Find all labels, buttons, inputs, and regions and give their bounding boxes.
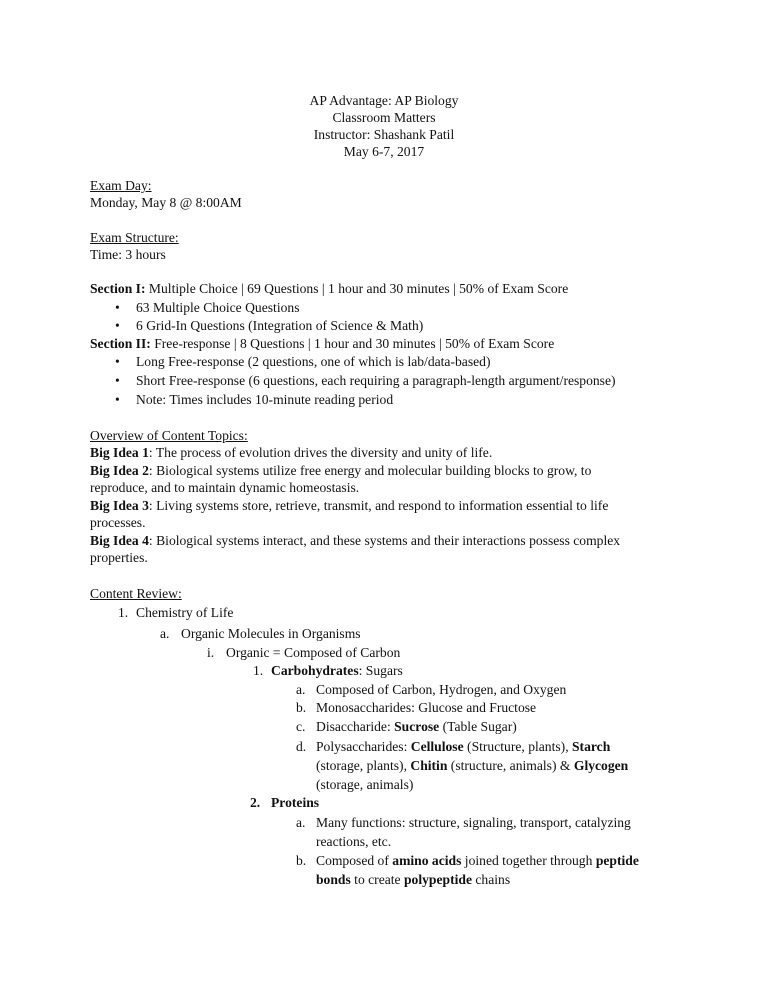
section-1-text: Multiple Choice | 69 Questions | 1 hour and 30 minutes | 50% of Exam Score — [145, 281, 569, 296]
list-item-organic-def: Organic = Composed of Carbon — [226, 645, 401, 660]
section-2-bullet: • Note: Times includes 10-minute reading period — [115, 391, 393, 409]
section-1-bullet: • 63 Multiple Choice Questions — [115, 299, 300, 317]
overview-heading: Overview of Content Topics: — [90, 428, 248, 443]
exam-time: Time: 3 hours — [90, 247, 166, 262]
list-item-carbs-a: Composed of Carbon, Hydrogen, and Oxygen — [316, 682, 567, 697]
list-item-proteins-a-cont: reactions, etc. — [316, 834, 392, 849]
list-num: 1. — [118, 605, 129, 620]
list-item-carbohydrates: Carbohydrates: Sugars — [271, 663, 403, 678]
list-num: a. — [296, 815, 306, 830]
big-idea-3: Big Idea 3: Living systems store, retrieve, transmit, and respond to information essential to life — [90, 498, 609, 513]
section-2-bullet: • Long Free-response (2 questions, one of which is lab/data-based) — [115, 353, 490, 371]
list-item-carbs-d-cont: (storage, animals) — [316, 777, 414, 792]
list-item-carbs-d-cont: (storage, plants), Chitin (structure, animals) & Glycogen — [316, 758, 629, 773]
exam-structure-heading: Exam Structure: — [90, 230, 179, 245]
list-item-organic-molecules: Organic Molecules in Organisms — [181, 626, 361, 641]
big-idea-2: Big Idea 2: Biological systems utilize free energy and molecular building blocks to grow, to — [90, 463, 592, 478]
list-num: i. — [207, 645, 215, 660]
big-idea-4: Big Idea 4: Biological systems interact, and these systems and their interactions possess complex — [90, 533, 621, 548]
doc-title: AP Advantage: AP Biology — [309, 93, 459, 108]
doc-date: May 6-7, 2017 — [343, 144, 425, 159]
list-num: 2. — [250, 795, 261, 810]
list-item-chemistry: Chemistry of Life — [136, 605, 234, 620]
list-num: a. — [296, 682, 306, 697]
content-review-heading: Content Review: — [90, 586, 182, 601]
list-num: 1. — [253, 663, 264, 678]
section-1-label: Section I: — [90, 281, 146, 296]
section-2-label: Section II: — [90, 336, 151, 351]
list-item-proteins-b: Composed of amino acids joined together through peptide — [316, 853, 639, 868]
section-2-line — [90, 335, 554, 353]
exam-day-value: Monday, May 8 @ 8:00AM — [90, 195, 242, 210]
big-idea-3-cont: processes. — [90, 515, 146, 530]
list-item-proteins-b-cont: bonds to create polypeptide chains — [316, 872, 511, 887]
big-idea-4-cont: properties. — [90, 550, 148, 565]
doc-subtitle: Classroom Matters — [332, 110, 436, 125]
exam-day-heading: Exam Day: — [90, 178, 152, 193]
big-idea-1: Big Idea 1: The process of evolution drives the diversity and unity of life. — [90, 445, 493, 460]
list-num: b. — [296, 700, 307, 715]
list-num: a. — [160, 626, 170, 641]
section-2-text: Free-response | 8 Questions | 1 hour and 30 minutes | 50% of Exam Score — [150, 336, 555, 351]
list-num: d. — [296, 739, 307, 754]
list-item-proteins: Proteins — [271, 795, 320, 810]
section-1-line — [90, 280, 568, 298]
list-item-carbs-d: Polysaccharides: Cellulose (Structure, plants), Starch — [316, 739, 611, 754]
section-2-bullet: • Short Free-response (6 questions, each requiring a paragraph-length argument/response) — [115, 372, 616, 390]
list-num: b. — [296, 853, 307, 868]
big-idea-2-cont: reproduce, and to maintain dynamic homeostasis. — [90, 480, 360, 495]
list-item-proteins-a: Many functions: structure, signaling, transport, catalyzing — [316, 815, 631, 830]
list-num: c. — [296, 719, 306, 734]
list-item-carbs-b: Monosaccharides: Glucose and Fructose — [316, 700, 537, 715]
doc-instructor: Instructor: Shashank Patil — [313, 127, 455, 142]
section-1-bullet: • 6 Grid-In Questions (Integration of Science & Math) — [115, 317, 423, 335]
list-item-carbs-c: Disaccharide: Sucrose (Table Sugar) — [316, 719, 517, 734]
